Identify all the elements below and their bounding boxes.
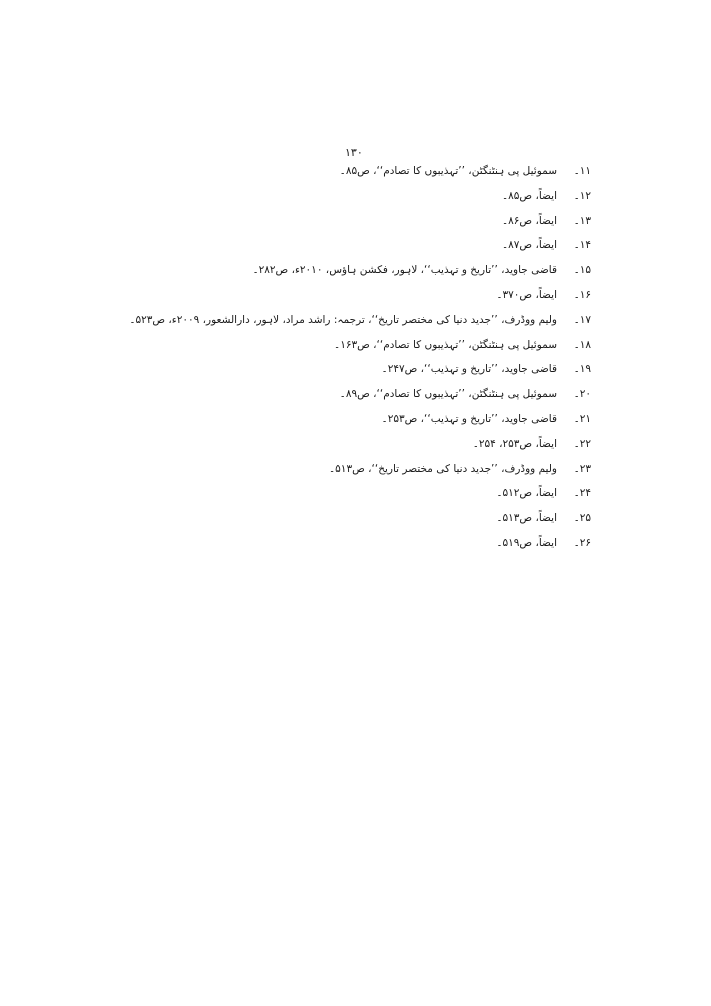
footnote-text: ایضاً، ص۵۱۳۔ — [496, 512, 557, 525]
footnote-number: ۲۱۔ — [573, 412, 591, 425]
footnote-number: ۱۴۔ — [573, 239, 591, 252]
footnote-item — [129, 413, 591, 438]
footnote-item — [129, 487, 591, 512]
footnote-item — [129, 264, 591, 289]
footnote-number: ۲۳۔ — [573, 462, 591, 475]
footnotes-list — [129, 165, 591, 562]
footnote-text: ایضاً، ص۸۵۔ — [501, 189, 557, 202]
footnote-number: ۲۰۔ — [573, 388, 591, 401]
footnote-item — [129, 512, 591, 537]
footnote-text: ولیم ووڈرف، ’’جدید دنیا کی مختصر تاریخ‘‘، ص۵۱۳۔ — [329, 462, 557, 475]
footnote-text: ایضاً، ص۳۷۰۔ — [496, 288, 557, 301]
footnote-number: ۱۶۔ — [573, 288, 591, 301]
footnote-number: ۲۶۔ — [573, 536, 591, 549]
footnote-number: ۱۱۔ — [573, 165, 591, 177]
footnote-text: قاضی جاوید، ’’تاریخ و تہذیب‘‘، لاہور، فکشن ہاؤس، ۲۰۱۰ء، ص۲۸۲۔ — [252, 264, 557, 277]
footnote-text: سموئیل پی ہنٹنگٹن، ’’تہذیبوں کا تصادم‘‘، ص۸۹۔ — [339, 388, 557, 401]
page-number: ۱۳۰ — [345, 146, 363, 159]
footnote-number: ۲۵۔ — [573, 512, 591, 525]
footnote-number: ۱۸۔ — [573, 338, 591, 351]
footnote-number: ۱۲۔ — [573, 189, 591, 202]
footnote-text: سموئیل پی ہنٹنگٹن، ’’تہذیبوں کا تصادم‘‘، ص۱۶۳۔ — [334, 338, 557, 351]
footnote-item — [129, 289, 591, 314]
footnote-number: ۲۴۔ — [573, 487, 591, 500]
footnote-text: قاضی جاوید، ’’تاریخ و تہذیب‘‘، ص۲۴۷۔ — [381, 363, 557, 376]
footnote-item — [129, 239, 591, 264]
footnote-item — [129, 165, 591, 190]
footnote-item — [129, 388, 591, 413]
footnote-text: ایضاً، ص۸۶۔ — [501, 214, 557, 227]
footnote-text: ایضاً، ص۲۵۳، ۲۵۴۔ — [472, 437, 557, 450]
footnote-item — [129, 537, 591, 562]
footnote-number: ۱۵۔ — [573, 264, 591, 277]
footnote-item — [129, 339, 591, 364]
footnote-text: ولیم ووڈرف، ’’جدید دنیا کی مختصر تاریخ‘‘، ترجمہ: راشد مراد، لاہور، دارالشعور، ۲۰۰۹ء، ص۵۲۳۔ — [129, 313, 557, 326]
footnote-text: ایضاً، ص۸۷۔ — [501, 239, 557, 252]
footnote-text: ایضاً، ص۵۱۲۔ — [496, 487, 557, 500]
footnote-number: ۱۳۔ — [573, 214, 591, 227]
footnote-text: قاضی جاوید، ’’تاریخ و تہذیب‘‘، ص۲۵۳۔ — [381, 412, 557, 425]
footnote-item — [129, 363, 591, 388]
footnote-text: سموئیل پی ہنٹنگٹن، ’’تہذیبوں کا تصادم‘‘، ص۸۵۔ — [339, 165, 557, 177]
footnote-item — [129, 190, 591, 215]
footnote-number: ۱۹۔ — [573, 363, 591, 376]
footnote-item — [129, 438, 591, 463]
footnote-item — [129, 215, 591, 240]
footnote-item — [129, 314, 591, 339]
footnote-text: ایضاً، ص۵۱۹۔ — [496, 536, 557, 549]
footnote-item — [129, 463, 591, 488]
footnote-number: ۲۲۔ — [573, 437, 591, 450]
footnote-number: ۱۷۔ — [573, 313, 591, 326]
